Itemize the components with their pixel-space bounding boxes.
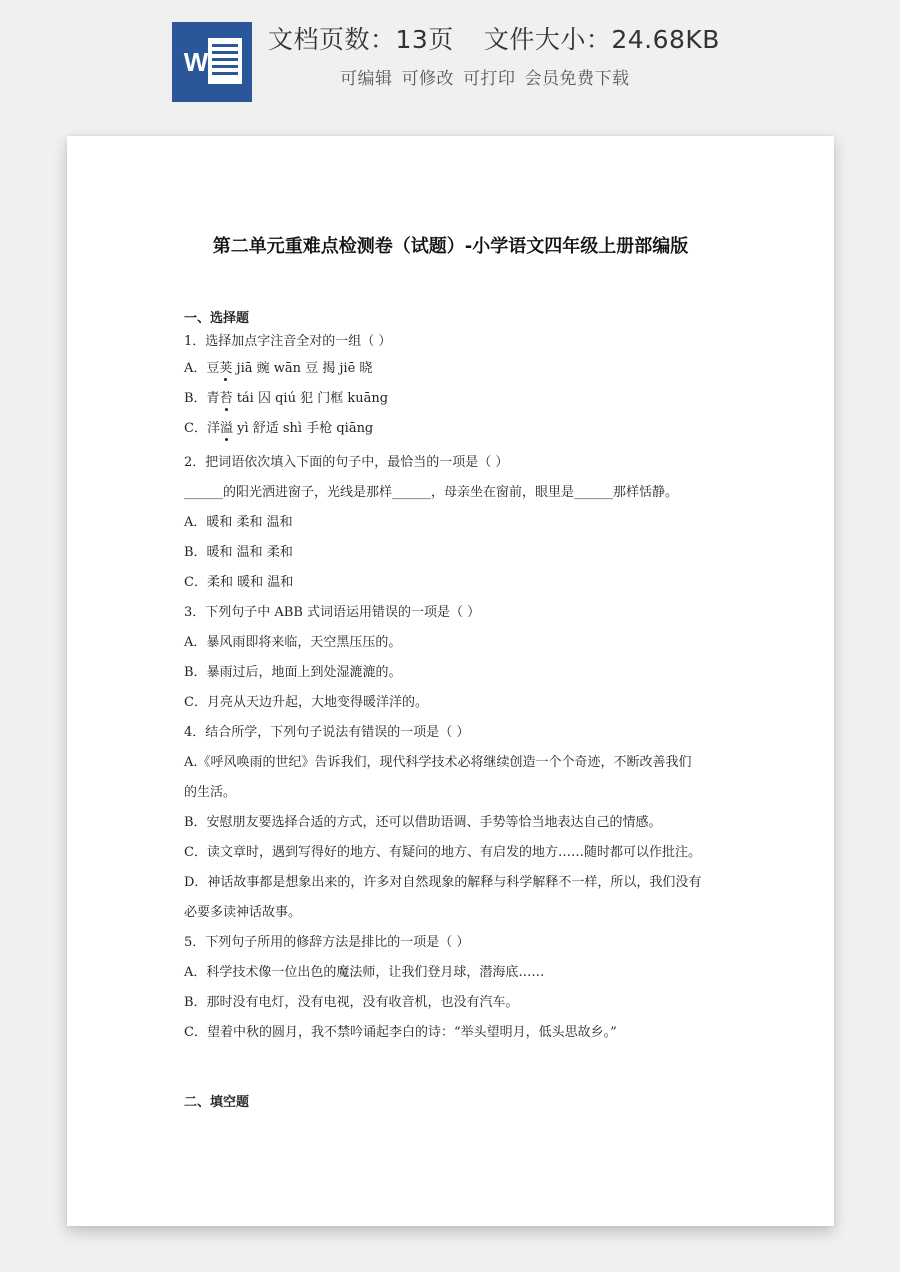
q3-option-c: C．月亮从天边升起，大地变得暖洋洋的。 <box>184 695 428 710</box>
q4-option-b: B．安慰朋友要选择合适的方式，还可以借助语调、手势等恰当地表达自己的情感。 <box>184 815 662 830</box>
section-heading-fill-blank: 二、填空题 <box>184 1095 250 1110</box>
q5-stem: 5．下列句子所用的修辞方法是排比的一项是（ ） <box>184 935 470 950</box>
file-size: 文件大小：24.68KB <box>483 25 720 54</box>
q4-option-d-cont: 必要多读神话故事。 <box>184 905 302 920</box>
q1-option-a: A．豆荚 jiā 豌 wān 豆 揭 jiē 晓 <box>184 358 372 380</box>
word-icon-letter: W <box>183 47 209 77</box>
q2-option-a: A．暖和 柔和 温和 <box>184 515 293 530</box>
q4-option-d: D．神话故事都是想象出来的，许多对自然现象的解释与科学解释不一样，所以，我们没有 <box>184 875 702 890</box>
q3-stem: 3．下列句子中 ABB 式词语运用错误的一项是（ ） <box>184 605 481 620</box>
document-title: 第二单元重难点检测卷（试题）-小学语文四年级上册部编版 <box>212 236 689 257</box>
q4-option-c: C．读文章时，遇到写得好的地方、有疑问的地方、有启发的地方……随时都可以作批注。 <box>184 845 701 860</box>
q3-option-a: A．暴风雨即将来临，天空黑压压的。 <box>184 635 402 650</box>
word-document-icon <box>172 22 252 102</box>
q4-stem: 4．结合所学，下列句子说法有错误的一项是（ ） <box>184 725 470 740</box>
file-stats <box>268 22 720 58</box>
feature-editable: 可编辑 <box>340 69 393 89</box>
q5-option-a: A．科学技术像一位出色的魔法师，让我们登月球，潜海底…… <box>184 965 545 980</box>
q5-option-b: B．那时没有电灯，没有电视，没有收音机，也没有汽车。 <box>184 995 519 1010</box>
section-heading-choice: 一、选择题 <box>184 311 250 326</box>
q4-option-a: A.《呼风唤雨的世纪》告诉我们，现代科学技术必将继续创造一个个奇迹，不断改善我们 <box>184 755 692 770</box>
q2-stem: 2．把词语依次填入下面的句子中，最恰当的一项是（ ） <box>184 455 509 470</box>
q1-option-c: C．洋溢 yì 舒适 shì 手枪 qiāng <box>184 418 373 440</box>
document-page <box>67 136 834 1226</box>
q2-option-c: C．柔和 暖和 温和 <box>184 575 294 590</box>
q1-stem: 1．选择加点字注音全对的一组（ ） <box>184 334 392 349</box>
feature-member-download: 会员免费下载 <box>524 69 630 89</box>
feature-printable: 可打印 <box>463 69 516 89</box>
header <box>0 0 900 120</box>
q2-sentence: ______的阳光洒进窗子，光线是那样______，母亲坐在窗前，眼里是______那样恬静。 <box>184 485 679 500</box>
q2-option-b: B．暖和 温和 柔和 <box>184 545 293 560</box>
page-count: 文档页数：13页 <box>268 25 454 54</box>
q3-option-b: B．暴雨过后，地面上到处湿漉漉的。 <box>184 665 402 680</box>
feature-list <box>340 66 630 92</box>
q4-option-a-cont: 的生活。 <box>184 785 237 800</box>
feature-modifiable: 可修改 <box>401 69 454 89</box>
q5-option-c: C．望着中秋的圆月，我不禁吟诵起李白的诗：“举头望明月，低头思故乡。” <box>184 1025 617 1040</box>
q1-option-b: B．青苔 tái 囚 qiú 犯 门框 kuāng <box>184 388 388 410</box>
